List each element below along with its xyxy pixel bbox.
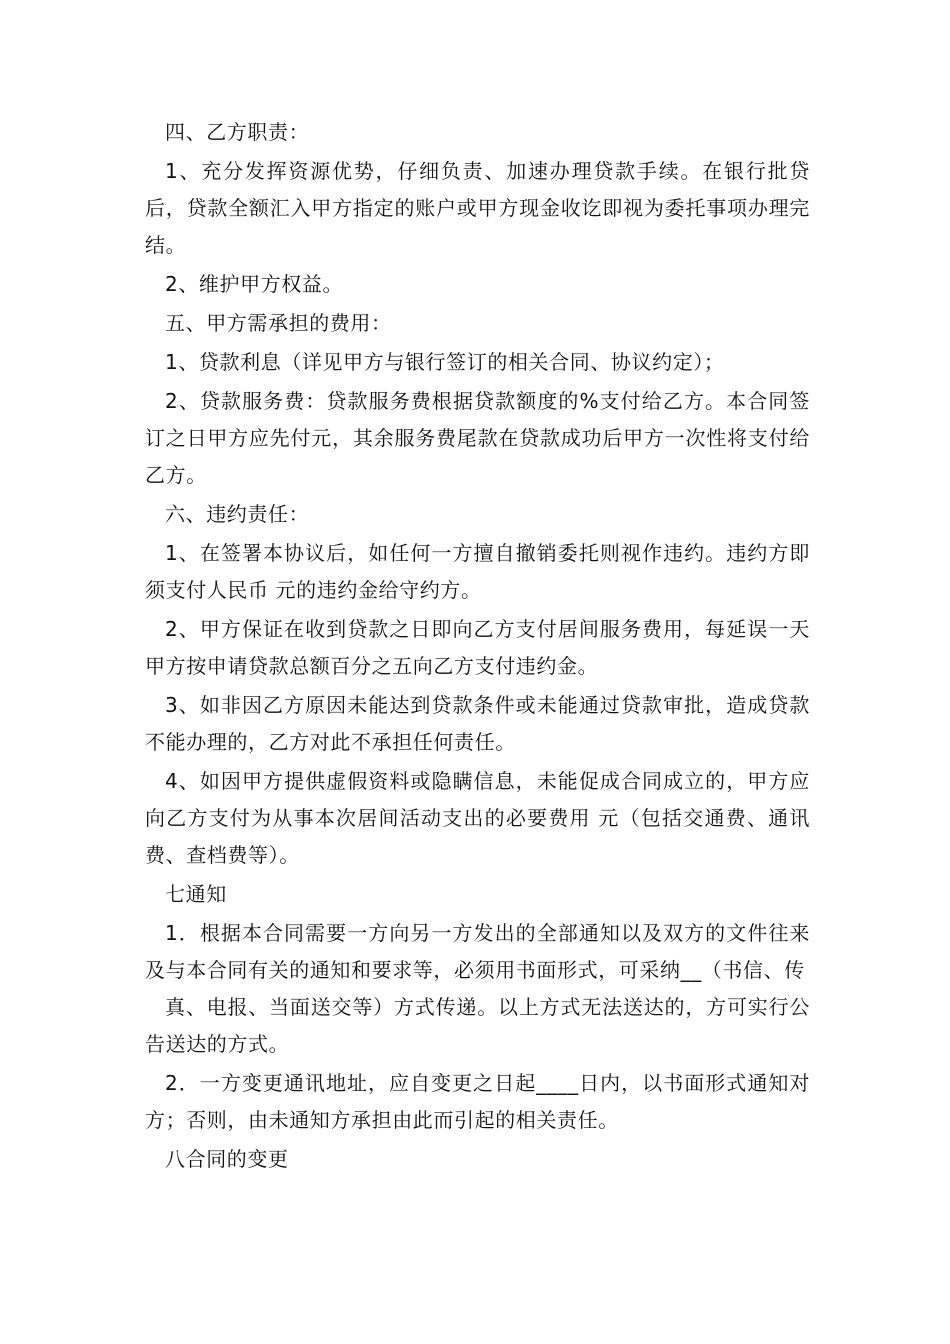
paragraph-7-1: 1．根据本合同需要一方向另一方发出的全部通知以及双方的文件往来及与本合同有关的通知和要求等，必须用书面形式，可采纳__（书信、传 (145, 921, 810, 982)
paragraph-7-1-continued: 真、电报、当面送交等）方式传递。以上方式无法送达的，方可实行公告送达的方式。 (145, 995, 810, 1056)
paragraph-5-1: 1、贷款利息（详见甲方与银行签订的相关合同、协议约定）； (165, 350, 725, 374)
paragraph-6-1: 1、在签署本协议后，如任何一方擅自撤销委托则视作违约。违约方即须支付人民币 元的违约金给守约方。 (145, 541, 810, 602)
paragraph-5-2: 2、贷款服务费：贷款服务费根据贷款额度的%支付给乙方。本合同签订之日甲方应先付元，其余服务费尾款在贷款成功后甲方一次性将支付给乙方。 (145, 389, 810, 487)
paragraph-6-4: 4、如因甲方提供虚假资料或隐瞒信息，未能促成合同成立的，甲方应向乙方支付为从事本次居间活动支出的必要费用 元（包括交通费、通讯费、查档费等）。 (145, 769, 810, 867)
section-heading-5: 五、甲方需承担的费用： (165, 311, 392, 335)
paragraph-6-3: 3、如非因乙方原因未能达到贷款条件或未能通过贷款审批，造成贷款不能办理的，乙方对此不承担任何责任。 (145, 693, 810, 754)
paragraph-7-2: 2．一方变更通讯地址，应自变更之日起____日内，以书面形式通知对方；否则，由未通知方承担由此而引起的相关责任。 (145, 1071, 810, 1132)
document-body (145, 114, 810, 1178)
paragraph-4-1: 1、充分发挥资源优势，仔细负责、加速办理贷款手续。在银行批贷后，贷款全额汇入甲方指定的账户或甲方现金收讫即视为委托事项办理完结。 (145, 159, 810, 257)
section-heading-7: 七通知 (165, 882, 227, 906)
paragraph-6-2: 2、甲方保证在收到贷款之日即向乙方支付居间服务费用，每延误一天甲方按申请贷款总额百分之五向乙方支付违约金。 (145, 617, 810, 678)
section-heading-6: 六、违约责任： (165, 502, 310, 526)
section-heading-8: 八合同的变更 (165, 1147, 289, 1171)
paragraph-4-2: 2、维护甲方权益。 (165, 272, 344, 296)
section-heading-4: 四、乙方职责： (165, 120, 310, 144)
